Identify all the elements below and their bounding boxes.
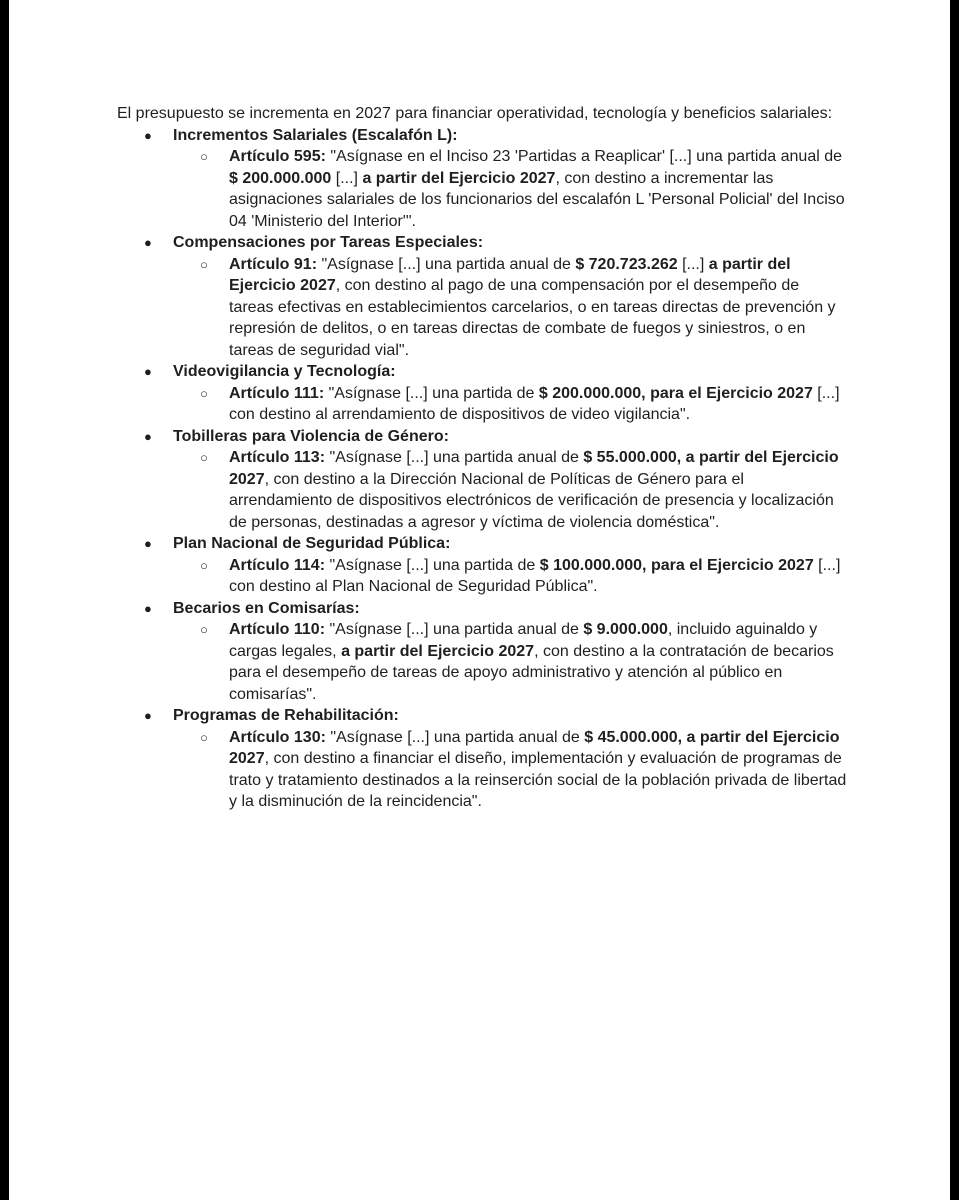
article-amount: $ 100.000.000, para el Ejercicio 2027 — [539, 556, 814, 574]
article-text: [...] — [677, 255, 709, 273]
budget-list — [117, 125, 847, 813]
list-item — [117, 361, 847, 426]
document-content — [117, 103, 847, 813]
bullet-icon: ● — [144, 235, 152, 250]
circle-bullet-icon: ○ — [200, 149, 208, 164]
bullet-icon: ● — [144, 600, 152, 616]
circle-bullet-icon: ○ — [200, 256, 208, 272]
sub-list — [173, 146, 847, 232]
article-text: , con destino a financiar el diseño, implementación y evaluación de programas de trato y tratamiento destinados a la reinserción social de la población privada de libertad y la disminución de la reincidencia". — [229, 750, 847, 810]
article-text: "Asígnase [...] una partida anual de — [325, 621, 584, 638]
circle-bullet-icon: ○ — [200, 450, 208, 465]
article-amount: $ 720.723.262 — [575, 255, 678, 273]
sub-list — [173, 447, 847, 533]
article-item — [173, 447, 847, 533]
article-amount: $ 55.000.000, a partir del Ejercicio 2027 — [229, 449, 839, 488]
article-label: Artículo 91: — [229, 255, 318, 273]
list-item — [117, 426, 847, 534]
article-item — [173, 254, 847, 362]
intro-paragraph: El presupuesto se incrementa en 2027 para financiar operatividad, tecnología y beneficios salariales: — [117, 105, 833, 122]
bullet-icon: ● — [144, 127, 152, 143]
circle-bullet-icon: ○ — [200, 622, 208, 637]
article-period: a partir del Ejercicio 2027 — [341, 642, 535, 660]
article-text: [...] con destino al arrendamiento de dispositivos de video vigilancia". — [229, 384, 840, 423]
article-label: Artículo 111: — [229, 384, 325, 402]
item-heading: Incrementos Salariales (Escalafón L): — [173, 126, 458, 144]
circle-bullet-icon: ○ — [200, 557, 208, 573]
bullet-icon: ● — [144, 364, 152, 379]
list-item — [117, 598, 847, 706]
article-label: Artículo 110: — [229, 621, 326, 638]
sub-list — [173, 555, 847, 598]
document-page — [9, 0, 950, 1200]
circle-bullet-icon: ○ — [200, 385, 208, 401]
bullet-icon: ● — [144, 428, 152, 444]
item-heading: Videovigilancia y Tecnología: — [173, 363, 396, 380]
list-item — [117, 533, 847, 598]
article-item — [173, 619, 847, 705]
article-item — [173, 383, 847, 426]
article-label: Artículo 595: — [229, 148, 326, 165]
article-period: a partir del Ejercicio 2027 — [229, 255, 791, 294]
item-heading: Tobilleras para Violencia de Género: — [173, 427, 449, 445]
list-item — [117, 125, 847, 233]
article-text: , con destino a incrementar las asignaciones salariales de los funcionarios del escalafón L 'Personal Policial' del Inciso 04 'Ministerio del Interior'". — [229, 169, 845, 230]
bullet-icon: ● — [144, 536, 152, 551]
article-item — [173, 555, 847, 598]
article-text: "Asígnase en el Inciso 23 'Partidas a Reaplicar' [...] una partida anual de — [325, 148, 843, 165]
article-amount: $ 200.000.000, para el Ejercicio 2027 — [538, 384, 813, 402]
article-text: [...] — [331, 169, 363, 187]
article-text: "Asígnase [...] una partida de — [324, 384, 539, 402]
article-item — [173, 727, 847, 813]
article-label: Artículo 130: — [229, 728, 326, 746]
item-heading: Becarios en Comisarías: — [173, 599, 360, 617]
list-item — [117, 705, 847, 813]
article-period: a partir del Ejercicio 2027 — [362, 169, 556, 187]
sub-list — [173, 254, 847, 362]
sub-list — [173, 727, 847, 813]
sub-list — [173, 383, 847, 426]
article-label: Artículo 114: — [229, 556, 326, 574]
article-text: , con destino a la contratación de becarios para el desempeño de tareas de apoyo administrativo y atención al público en comisarías". — [229, 642, 834, 703]
article-text: "Asígnase [...] una partida anual de — [325, 449, 584, 466]
article-text: , con destino a la Dirección Nacional de Políticas de Género para el arrendamiento de dispositivos electrónicos de verificación de presencia y localización de personas, destinadas a agresor y víctima de violencia doméstica". — [229, 470, 834, 531]
article-text: "Asígnase [...] una partida de — [325, 556, 540, 574]
article-text: [...] con destino al Plan Nacional de Seguridad Pública". — [229, 556, 841, 595]
item-heading: Programas de Rehabilitación: — [173, 707, 399, 724]
article-text: , con destino al pago de una compensación por el desempeño de tareas efectivas en establecimientos carcelarios, o en tareas directas de prevención y represión de delitos, o en tareas directas de combate de fuegos y siniestros, o en tareas de seguridad vial". — [229, 277, 836, 359]
item-heading: Plan Nacional de Seguridad Pública: — [173, 535, 451, 552]
article-amount: $ 9.000.000 — [583, 621, 668, 638]
article-text: , incluido aguinaldo y cargas legales, — [229, 621, 818, 660]
article-amount: $ 200.000.000 — [229, 169, 332, 187]
article-label: Artículo 113: — [229, 449, 326, 466]
bullet-icon: ● — [144, 708, 152, 723]
circle-bullet-icon: ○ — [200, 729, 208, 745]
article-text: "Asígnase [...] una partida anual de — [325, 728, 585, 746]
sub-list — [173, 619, 847, 705]
article-amount: $ 45.000.000, a partir del Ejercicio 2027 — [229, 728, 840, 767]
list-item — [117, 232, 847, 361]
article-text: "Asígnase [...] una partida anual de — [317, 255, 576, 273]
article-item — [173, 146, 847, 232]
item-heading: Compensaciones por Tareas Especiales: — [173, 234, 484, 251]
